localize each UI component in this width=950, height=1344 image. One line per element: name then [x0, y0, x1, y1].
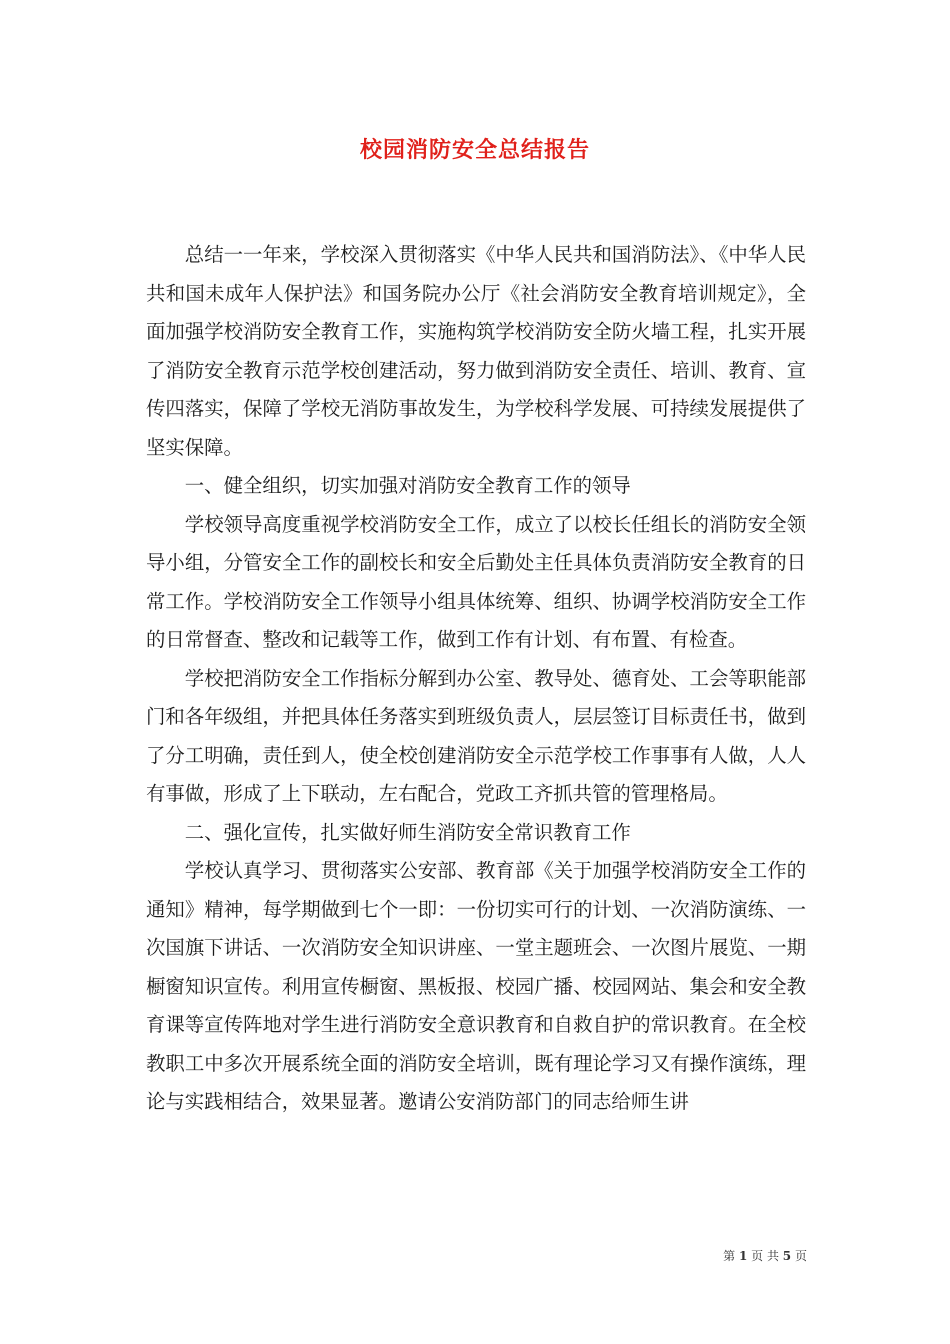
footer-current-page: 1	[738, 1249, 748, 1263]
footer-suffix: 页	[794, 1249, 807, 1263]
document-title: 校园消防安全总结报告	[359, 137, 590, 163]
paragraph-intro: 总结一一年来，学校深入贯彻落实《中华人民共和国消防法》、《中华人民共和国未成年人保护法》和国务院办公厅《社会消防安全教育培训规定》，全面加强学校消防安全教育工作，实施构筑学校消防安全防火墙工程，扎实开展了消防安全教育示范学校创建活动，努力做到消防安全责任、培训、教育、宣传四落实，保障了学校无消防事故发生，为学校科学发展、可持续发展提供了坚实保障。	[146, 243, 806, 459]
paragraph-publicity: 学校认真学习、贯彻落实公安部、教育部《关于加强学校消防安全工作的通知》精神，每学期做到七个一即：一份切实可行的计划、一次消防演练、一次国旗下讲话、一次消防安全知识讲座、一堂主题班会、一次图片展览、一期橱窗知识宣传。利用宣传橱窗、黑板报、校园广播、校园网站、集会和安全教育课等宣传阵地对学生进行消防安全意识教育和自救自护的常识教育。在全校教职工中多次开展系统全面的消防安全培训，既有理论学习又有操作演练，理论与实践相结合，效果显著。邀请公安消防部门的同志给师生讲	[146, 859, 806, 1113]
footer-prefix: 第	[723, 1249, 736, 1263]
paragraph-organization: 学校领导高度重视学校消防安全工作，成立了以校长任组长的消防安全领导小组，分管安全工作的副校长和安全后勤处主任具体负责消防安全教育的日常工作。学校消防安全工作领导小组具体统筹、组织、协调学校消防安全工作的日常督查、整改和记载等工作，做到工作有计划、有布置、有检查。	[146, 512, 806, 651]
footer-total-pages: 5	[782, 1249, 792, 1263]
paragraph-responsibility: 学校把消防安全工作指标分解到办公室、教导处、德育处、工会等职能部门和各年级组，并把具体任务落实到班级负责人，层层签订目标责任书，做到了分工明确，责任到人，使全校创建消防安全示范学校工作事事有人做，人人有事做，形成了上下联动，左右配合，党政工齐抓共管的管理格局。	[146, 666, 806, 805]
page-number-footer	[723, 1247, 807, 1264]
footer-middle: 页 共	[751, 1249, 779, 1263]
section-heading-1: 一、健全组织，切实加强对消防安全教育工作的领导	[184, 474, 631, 497]
document-body	[146, 236, 806, 1122]
section-heading-2: 二、强化宣传，扎实做好师生消防安全常识教育工作	[184, 820, 631, 844]
